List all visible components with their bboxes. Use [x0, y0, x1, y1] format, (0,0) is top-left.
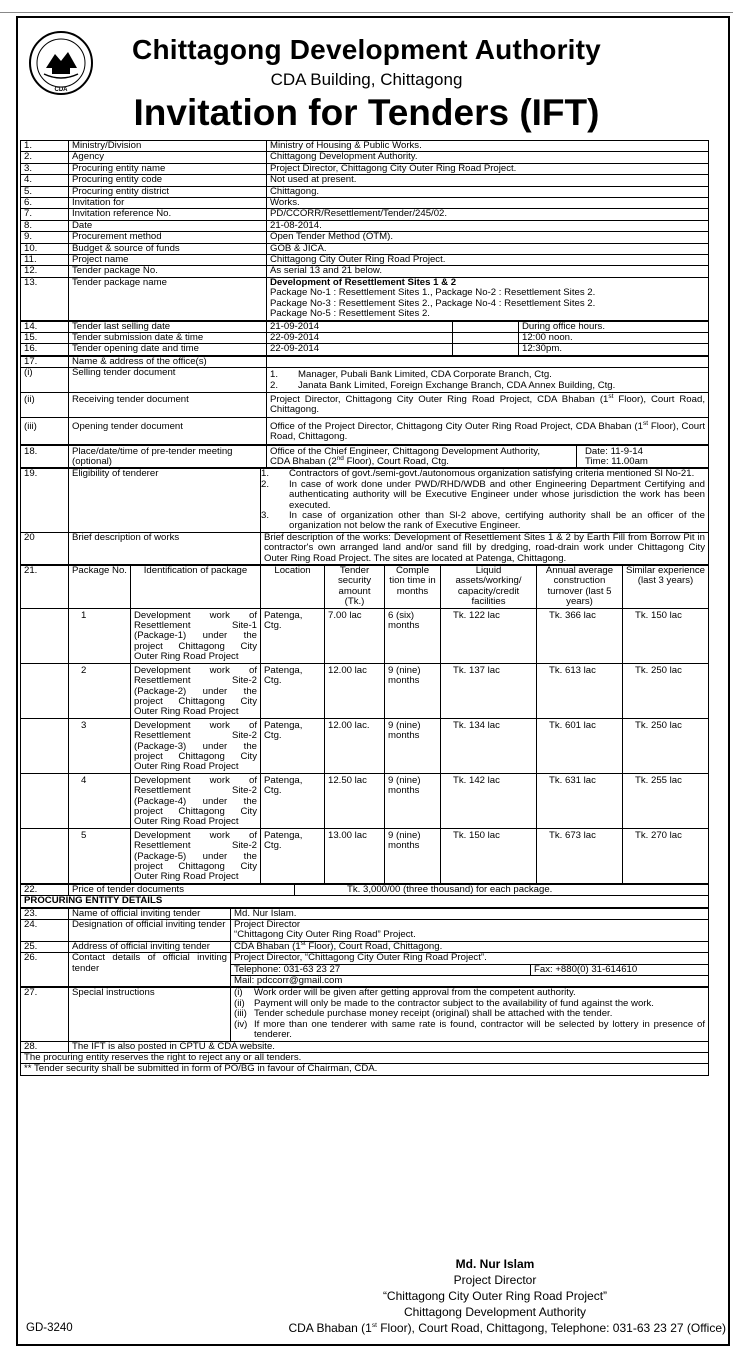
package-row: 1 Development work of Resettlement Site-1 (Package-1) under the project Chittagong City Outer Ring Road Project Patenga, Ctg. 7.00 lac 6 (six) months Tk. 122 lac Tk. 366 lac Tk. 150 lac [21, 608, 709, 663]
row-17-iii: (iii) Opening tender document Office of the Project Director, Chittagong City Outer Ring Road Project, CDA Bhaban (1st Floor), Court Road, Chittagong. [21, 417, 709, 444]
procuring-heading-row: PROCURING ENTITY DETAILS [21, 896, 709, 907]
list-item: 1. Manager, Pubali Bank Limited, CDA Corporate Branch, Ctg. [270, 369, 552, 381]
list-item: 1. Contractors of govt./semi-govt./autonomous organization satisfying criteria mentioned Sl No-21. [261, 468, 695, 480]
list-item: (iii) Tender schedule purchase money receipt (original) shall be attached with the tender. [234, 1008, 613, 1020]
package-row: 4 Development work of Resettlement Site-2 (Package-4) under the project Chittagong City Outer Ring Road Project Patenga, Ctg. 12.50 lac 9 (nine) months Tk. 142 lac Tk. 631 lac Tk. 255 lac [21, 773, 709, 828]
package-heading: Development of Resettlement Sites 1 & 2 [270, 276, 457, 288]
table-row: 11. Project name Chittagong City Outer Ring Road Project. [21, 255, 709, 266]
signatory-project: “Chittagong City Outer Ring Road Project” [382, 1289, 608, 1303]
row-17-ii: (ii) Receiving tender document Project Director, Chittagong City Outer Ring Road Project, CDA Bhaban (1st Floor), Court Road, Chittagong. [21, 392, 709, 417]
tender-table [20, 140, 708, 1076]
row-23: 23. Name of official inviting tender Md. Nur Islam. [21, 908, 709, 919]
note-row: ** Tender security shall be submitted in form of PO/BG in favour of Chairman, CDA. [21, 1064, 709, 1075]
list-item: (iv) If more than one tenderer with same rate is found, contractor will be selected by lottery in presence of tenderer. [234, 1018, 705, 1041]
row-18: 18. Place/date/time of pre-tender meeting (optional) Office of the Chief Engineer, Chittagong Development Authority, CDA Bhaban (2nd Floor), Court Road, Ctg. Date: 11-9-14 Time: 11.00am [21, 445, 709, 468]
table-row: 7. Invitation reference No. PD/CCORR/Resettlement/Tender/245/02. [21, 209, 709, 220]
document-title: Invitation for Tenders (IFT) [133, 92, 600, 133]
table-row: 9. Procurement method Open Tender Method (OTM). [21, 232, 709, 243]
table-row: 16. Tender opening date and time 22-09-2014 12:30pm. [21, 344, 709, 355]
row-26c: Mail: pdccorr@gmail.com [21, 976, 709, 987]
package-row: 3 Development work of Resettlement Site-2 (Package-3) under the project Chittagong City Outer Ring Road Project Patenga, Ctg. 12.00 lac. 9 (nine) months Tk. 134 lac Tk. 601 lac Tk. 250 lac [21, 718, 709, 773]
table-row: 4. Procuring entity code Not used at present. [21, 175, 709, 186]
svg-text:CDA: CDA [54, 87, 68, 93]
row-17-i: (i) Selling tender document 1. Manager, Pubali Bank Limited, CDA Corporate Branch, Ctg. 2. Janata Bank Limited, Foreign Exchange Branch, CDA Annex Building, Ctg. [21, 368, 709, 393]
row-24: 24. Designation of official inviting tender Project Director “Chittagong City Outer Ring Road” Project. [21, 920, 709, 942]
row-17: 17. Name & address of the office(s) [21, 356, 709, 367]
table-row: 3. Procuring entity name Project Director, Chittagong City Outer Ring Road Project. [21, 163, 709, 174]
list-item: (ii) Payment will only be made to the contractor subject to the availability of fund against the work. [234, 997, 654, 1009]
signatory-address: CDA Bhaban (1st Floor), Court Road, Chittagong, Telephone: 031-63 23 27 (Office) [288, 1321, 726, 1335]
signatory-title: Project Director [453, 1273, 537, 1287]
signatory-name: Md. Nur Islam [455, 1257, 535, 1271]
reference-code: GD-3240 [26, 1322, 73, 1334]
table-row: 6. Invitation for Works. [21, 198, 709, 209]
package-rows [21, 608, 709, 883]
list-item: 2. Janata Bank Limited, Foreign Exchange Branch, CDA Annex Building, Ctg. [270, 379, 616, 391]
row-26a: 26. Contact details of official inviting tender Project Director, “Chittagong City Outer Ring Road Project”. [21, 953, 709, 964]
package-row: 2 Development work of Resettlement Site-2 (Package-2) under the project Chittagong City Outer Ring Road Project Patenga, Ctg. 12.00 lac 9 (nine) months Tk. 137 lac Tk. 613 lac Tk. 250 lac [21, 663, 709, 718]
signatory-org: Chittagong Development Authority [403, 1305, 587, 1319]
top-strip [0, 0, 733, 13]
row-22: 22. Price of tender documents Tk. 3,000/00 (three thousand) for each package. [21, 884, 709, 895]
note-row: The procuring entity reserves the right to reject any or all tenders. [21, 1052, 709, 1063]
row-13: 13. Tender package name Development of Resettlement Sites 1 & 2 Package No-1 : Resettlement Sites 1., Package No-2 : Resettlement Sites 2. Package No-3 : Resettlement Sites 2., Package No-4 : Resettlement Sites 2. Package No-5 : Resettlement Sites 2. [21, 277, 709, 320]
list-item: 3. In case of organization other than Sl-2 above, certifying authority shall be an officer of the organization not below the rank of Executive Engineer. [261, 510, 705, 532]
table-row: 8. Date 21-08-2014. [21, 220, 709, 231]
list-item: (i) Work order will be given after getting approval from the competent authority. [234, 987, 576, 999]
table-row: 2. Agency Chittagong Development Authority. [21, 152, 709, 163]
table-row: 14. Tender last selling date 21-09-2014 During office hours. [21, 321, 709, 332]
table-row: 10. Budget & source of funds GOB & JICA. [21, 243, 709, 254]
row-20: 20 Brief description of works Brief description of the works: Development of Resettlement Sites 1 & 2 by Earth Fill from Borrow Pit in contractor's own arranged land and/or sand fill by dredging, road-drain work under Chittagong City Outer Ring Road Project. The sites are located at Patenga, Chittagong. [21, 532, 709, 564]
package-row: 5 Development work of Resettlement Site-2 (Package-5) under the project Chittagong City Outer Ring Road Project Patenga, Ctg. 13.00 lac 9 (nine) months Tk. 150 lac Tk. 673 lac Tk. 270 lac [21, 828, 709, 883]
row-25: 25. Address of official inviting tender CDA Bhaban (1st Floor), Court Road, Chittagong. [21, 941, 709, 952]
table-row: 12. Tender package No. As serial 13 and 21 below. [21, 266, 709, 277]
row-28: 28. The IFT is also posted in CPTU & CDA website. [21, 1041, 709, 1052]
org-title: Chittagong Development Authority [132, 34, 601, 65]
row-26b: Telephone: 031-63 23 27 Fax: +880(0) 31-614610 [21, 964, 709, 975]
row-27: 27. Special instructions (i) Work order will be given after getting approval from the competent authority. (ii) Payment will only be made to the contractor subject to the availability of fund against the work. (iii) Tender schedule purchase money receipt (original) shall be attached with the tender. (iv) If more than one tenderer with same rate is found, contractor will be selected by lottery in presence of tenderer. [21, 988, 709, 1041]
table-row: 5. Procuring entity district Chittagong. [21, 186, 709, 197]
org-address: CDA Building, Chittagong [270, 70, 463, 89]
basic-info-rows [21, 141, 709, 278]
list-item: 2. In case of work done under PWD/RHD/WDB and other Engineering Department Certifying and authenticating authority will be Executive Engineer under whose jurisdiction the work has been executed. [261, 478, 705, 511]
table-row: 1. Ministry/Division Ministry of Housing & Public Works. [21, 141, 709, 152]
row-19: 19. Eligibility of tenderer 1. Contractors of govt./semi-govt./autonomous organization satisfying criteria mentioned Sl No-21. 2. In case of work done under PWD/RHD/WDB and other Engineering Department Certifying and authenticating authority will be Executive Engineer under whose jurisdiction the work has been executed. 3. In case of organization other than Sl-2 above, certifying authority shall be an officer of the organization not below the rank of Executive Engineer. [21, 469, 709, 532]
date-rows [21, 321, 709, 355]
package-table [20, 565, 709, 884]
package-header-row: 21. Package No. Identification of package Location Tender security amount (Tk.) Comple tion time in months Liquid assets/working/ capacity/credit facilities Annual average construction turnover (last 5 years) Similar experience (last 3 years) [21, 566, 709, 609]
table-row: 15. Tender submission date & time 22-09-2014 12:00 noon. [21, 332, 709, 343]
